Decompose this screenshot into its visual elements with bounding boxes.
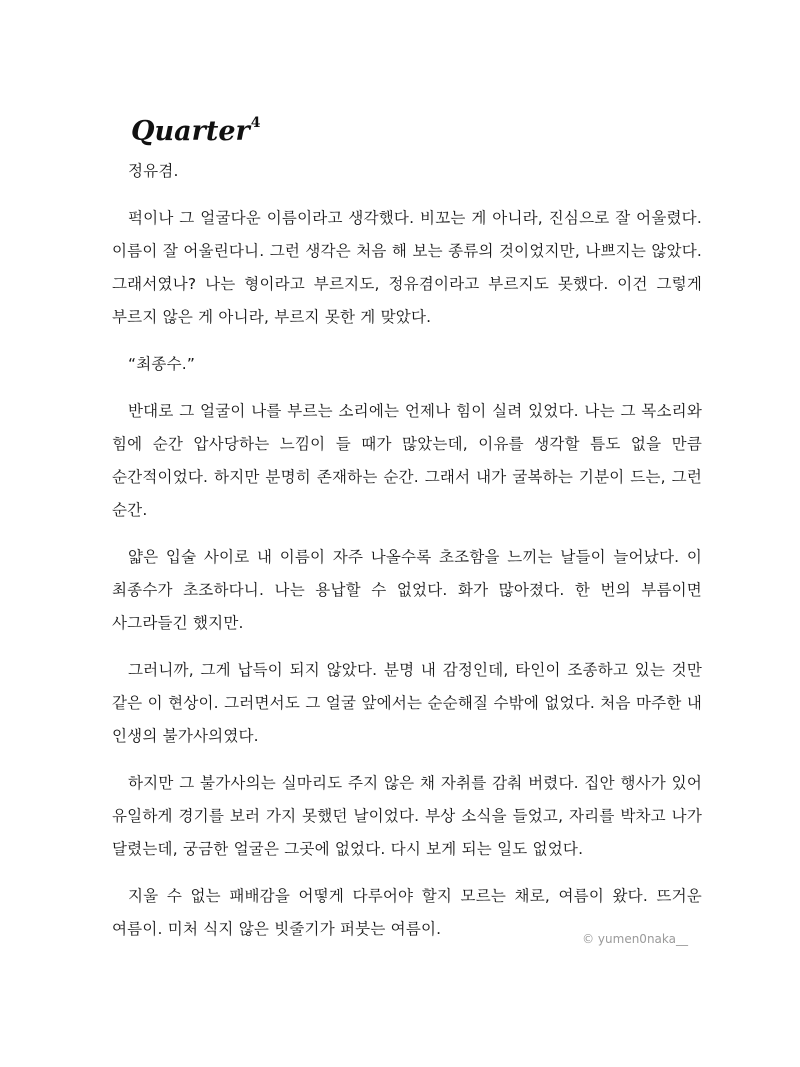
paragraph: 퍽이나 그 얼굴다운 이름이라고 생각했다. 비꼬는 게 아니라, 진심으로 잘 어울렸다. 이름이 잘 어울린다니. 그런 생각은 처음 해 보는 종류의 것이었지만, 나쁘지는 않았다. 그래서였나? 나는 형이라고 부르지도, 정유겸이라고 부르지도 못했다. 이건 그렇게 부르지 않은 게 아니라, 부르지 못한 게 맞았다. [112,209,702,326]
chapter-title-text: Quarter [131,116,250,147]
paragraph: 그러니까, 그게 납득이 되지 않았다. 분명 내 감정인데, 타인이 조종하고 있는 것만 같은 이 현상이. 그러면서도 그 얼굴 앞에서는 순순해질 수밖에 없었다. 처음 마주한 내 인생의 불가사의였다. [112,661,702,745]
paragraph: 하지만 그 불가사의는 실마리도 주지 않은 채 자취를 감춰 버렸다. 집안 행사가 있어 유일하게 경기를 보러 가지 못했던 날이었다. 부상 소식을 들었고, 자리를 박차고 나가 달렸는데, 궁금한 얼굴은 그곳에 없었다. 다시 보게 되는 일도 없었다. [112,774,702,858]
paragraph: 정유겸. [128,162,179,180]
paragraph: 반대로 그 얼굴이 나를 부르는 소리에는 언제나 힘이 실려 있었다. 나는 그 목소리와 힘에 순간 압사당하는 느낌이 들 때가 많았는데, 이유를 생각할 틈도 없을 만큼 순간적이었다. 하지만 분명히 존재하는 순간. 그래서 내가 굴복하는 기분이 드는, 그런 순간. [112,402,702,519]
paragraph: 지울 수 없는 패배감을 어떻게 다루어야 할지 모르는 채로, 여름이 왔다. 뜨거운 여름이. 미처 식지 않은 빗줄기가 퍼붓는 여름이. [112,887,702,938]
author-credit: © yumen0naka__ [582,932,688,946]
chapter-title [131,103,261,152]
story-body [112,155,702,960]
chapter-number: 4 [250,115,261,131]
paragraph-dialogue: “최종수.” [128,355,196,373]
paragraph: 얇은 입술 사이로 내 이름이 자주 나올수록 초조함을 느끼는 날들이 늘어났다. 이 최종수가 초조하다니. 나는 용납할 수 없었다. 화가 많아졌다. 한 번의 부름이면 사그라들긴 했지만. [112,548,702,632]
